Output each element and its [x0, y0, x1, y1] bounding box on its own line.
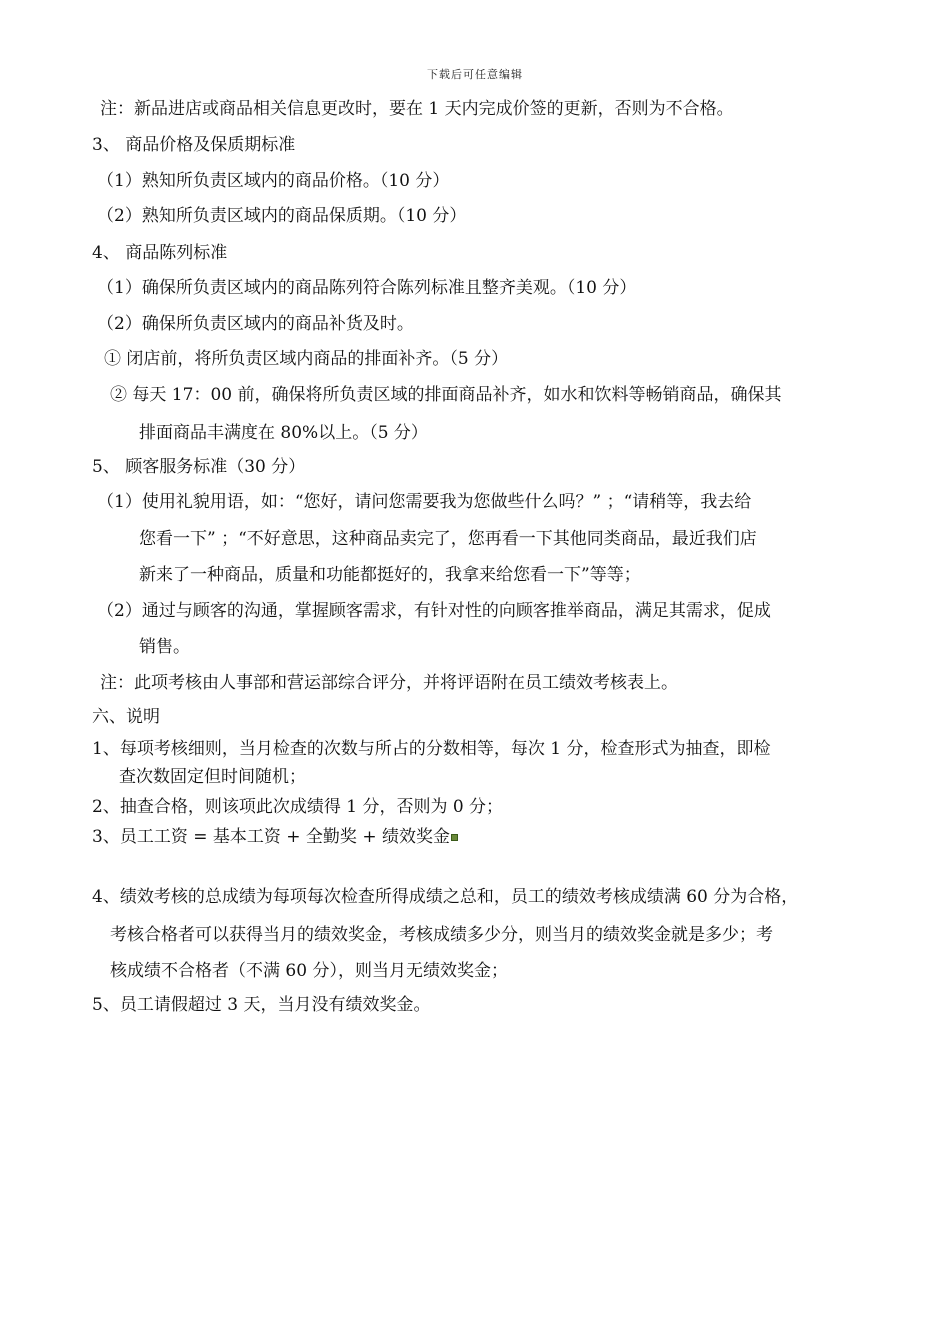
- note-evaluation: 注：此项考核由人事部和营运部综合评分，并将评语附在员工绩效考核表上。: [100, 673, 678, 693]
- section-4-heading: 4、 商品陈列标准: [92, 243, 228, 263]
- explain-4-cont-1: 考核合格者可以获得当月的绩效奖金，考核成绩多少分，则当月的绩效奖金就是多少；考: [110, 925, 773, 945]
- item-5-1-cont-1: 您看一下” ；“不好意思，这种商品卖完了，您再看一下其他同类商品，最近我们店: [139, 529, 757, 549]
- item-4-1: （1）确保所负责区域内的商品陈列符合陈列标准且整齐美观。（10 分）: [97, 278, 637, 298]
- item-5-1-cont-2: 新来了一种商品，质量和功能都挺好的，我拿来给您看一下”等等；: [139, 565, 641, 585]
- section-6-heading: 六、说明: [92, 707, 160, 727]
- item-4-2-b: ② 每天 17：00 前，确保将所负责区域的排面商品补齐，如水和饮料等畅销商品，确保其: [110, 385, 782, 405]
- item-4-2: （2）确保所负责区域内的商品补货及时。: [97, 314, 414, 334]
- explain-4-cont-2: 核成绩不合格者（不满 60 分），则当月无绩效奖金；: [110, 961, 508, 981]
- item-3-2: （2）熟知所负责区域内的商品保质期。（10 分）: [97, 206, 467, 226]
- explain-3-text: 3、员工工资 = 基本工资 + 全勤奖 + 绩效奖金: [92, 827, 450, 847]
- explain-5: 5、员工请假超过 3 天，当月没有绩效奖金。: [92, 995, 431, 1015]
- item-3-1: （1）熟知所负责区域内的商品价格。（10 分）: [97, 171, 450, 191]
- item-5-2-cont: 销售。: [139, 637, 190, 657]
- explain-1-cont: 查次数固定但时间随机；: [119, 767, 306, 787]
- item-5-2: （2）通过与顾客的沟通，掌握顾客需求，有针对性的向顾客推举商品，满足其需求，促成: [97, 601, 771, 621]
- explain-3: [92, 829, 458, 846]
- item-5-1: （1）使用礼貌用语，如：“您好，请问您需要我为您做些什么吗？” ；“请稍等，我去给: [97, 492, 752, 512]
- item-4-2-a: ① 闭店前，将所负责区域内商品的排面补齐。（5 分）: [104, 349, 509, 369]
- explain-1: 1、每项考核细则，当月检查的次数与所占的分数相等，每次 1 分，检查形式为抽查，即检: [92, 739, 771, 759]
- section-3-heading: 3、 商品价格及保质期标准: [92, 135, 296, 155]
- page-header: 下载后可任意编辑: [427, 68, 523, 81]
- note-price-tag: 注：新品进店或商品相关信息更改时，要在 1 天内完成价签的更新，否则为不合格。: [100, 99, 734, 119]
- explain-2: 2、抽查合格，则该项此次成绩得 1 分，否则为 0 分；: [92, 797, 504, 817]
- explain-4: 4、绩效考核的总成绩为每项每次检查所得成绩之总和，员工的绩效考核成绩满 60 分为合格，: [92, 887, 799, 907]
- section-5-heading: 5、 顾客服务标准（30 分）: [92, 457, 306, 477]
- item-4-2-b-cont: 排面商品丰满度在 80%以上。（5 分）: [139, 423, 428, 443]
- anchor-marker-icon: [451, 834, 458, 841]
